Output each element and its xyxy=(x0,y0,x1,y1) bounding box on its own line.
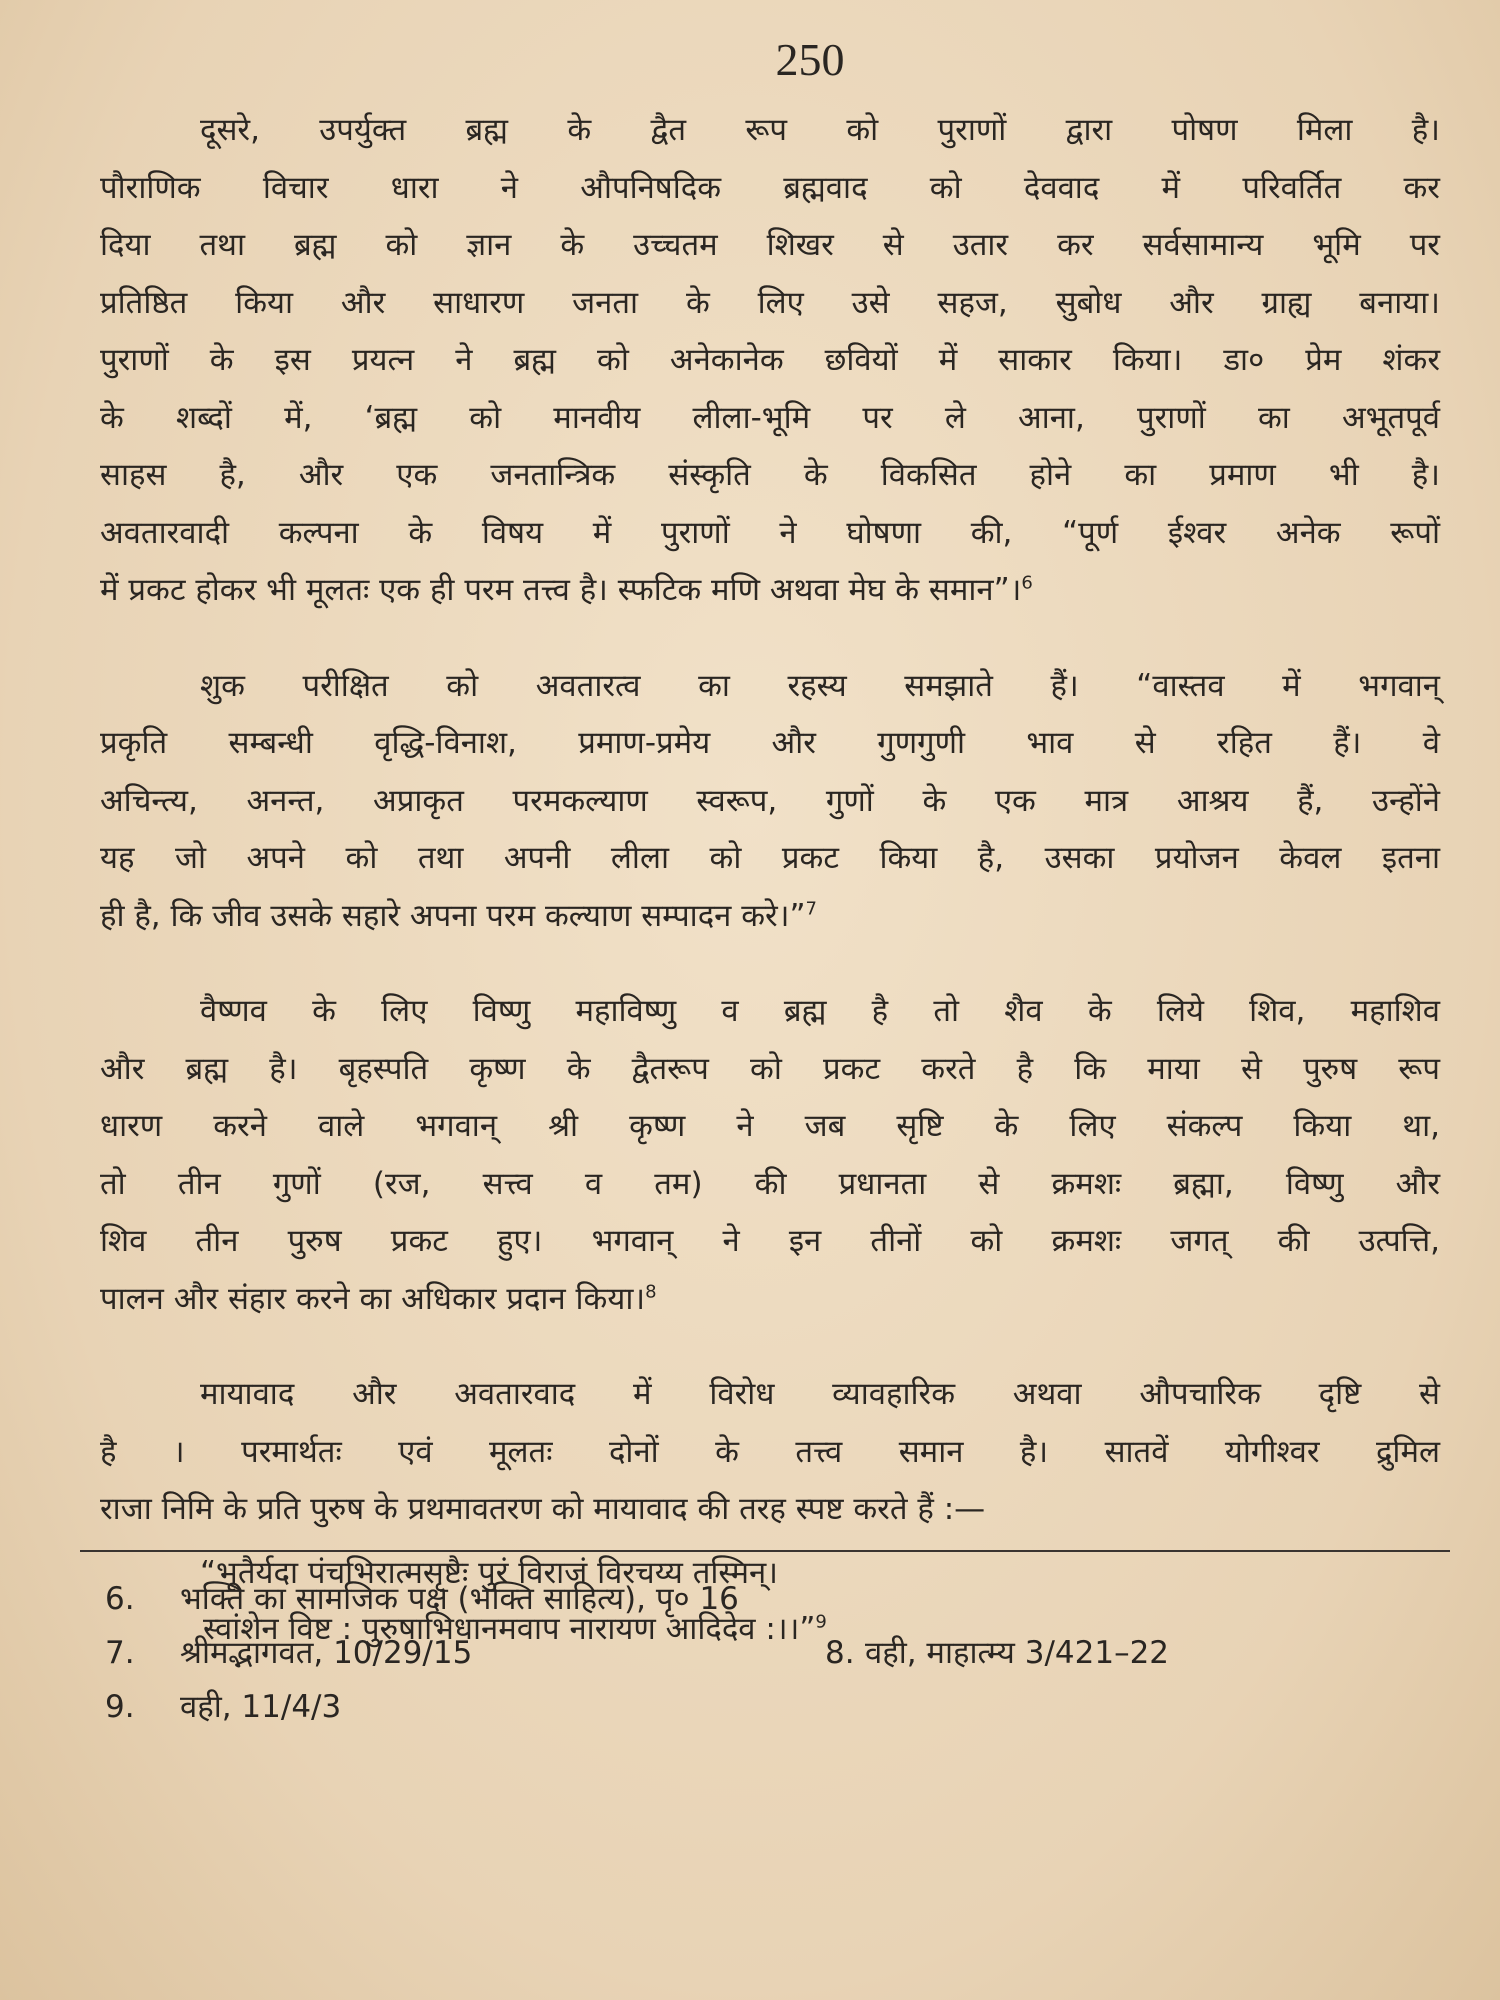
paragraph-3 xyxy=(100,983,1440,1328)
text-line-content: ही है, कि जीव उसके सहारे अपना परम कल्याण सम्पादन करे।” xyxy=(100,897,806,934)
text-line: मायावाद और अवतारवाद में विरोध व्यावहारिक अथवा औपचारिक दृष्टि से xyxy=(200,1376,1440,1412)
text-line: पौराणिक विचार धारा ने औपनिषदिक ब्रह्मवाद को देववाद में परिवर्तित कर xyxy=(100,169,1440,206)
text-line: अवतारवादी कल्पना के विषय में पुराणों ने घोषणा की, “पूर्ण ईश्वर अनेक रूपों xyxy=(100,514,1440,551)
paragraph-2 xyxy=(100,658,1440,946)
footnote-ref-7: 7 xyxy=(805,898,817,920)
text-line: है । परमार्थतः एवं मूलतः दोनों के तत्त्व समान है। सातवें योगीश्वर द्रुमिल xyxy=(100,1433,1440,1470)
text-line: शुक परीक्षित को अवतारत्व का रहस्य समझाते हैं। “वास्तव में भगवान् xyxy=(200,667,1440,704)
footnote-number: 9. xyxy=(105,1689,135,1725)
text-line: पुराणों के इस प्रयत्न ने ब्रह्म को अनेकानेक छवियों में साकार किया। डा० प्रेम शंकर xyxy=(100,342,1440,378)
text-line: साहस है, और एक जनतान्त्रिक संस्कृति के विकसित होने का प्रमाण भी है। xyxy=(100,457,1440,493)
footnote-text: वही, 11/4/3 xyxy=(180,1689,342,1725)
text-line: अचिन्त्य, अनन्त, अप्राकृत परमकल्याण स्वरूप, गुणों के एक मात्र आश्रय हैं, उन्होंने xyxy=(100,782,1440,819)
text-line: के शब्दों में, ‘ब्रह्म को मानवीय लीला-भूमि पर ले आना, पुराणों का अभूतपूर्व xyxy=(100,399,1440,436)
footnote-ref-6: 6 xyxy=(1021,572,1033,594)
text-line xyxy=(100,1271,1440,1329)
footnote-8 xyxy=(825,1626,1169,1680)
text-line: प्रतिष्ठित किया और साधारण जनता के लिए उसे सहज, सुबोध और ग्राह्य बनाया। xyxy=(100,284,1440,321)
footnote-number: 6. xyxy=(105,1581,135,1617)
footnote-text: वही, माहात्म्य 3/421–22 xyxy=(865,1635,1170,1671)
text-line: दूसरे, उपर्युक्त ब्रह्म के द्वैत रूप को पुराणों द्वारा पोषण मिला है। xyxy=(200,112,1440,148)
text-line-content: में प्रकट होकर भी मूलतः एक ही परम तत्त्व है। स्फटिक मणि अथवा मेघ के समान”। xyxy=(100,572,1022,608)
footnote-text: भक्ति का सामजिक पक्ष (भक्ति साहित्य), पृ० 16 xyxy=(180,1581,739,1617)
paragraph-1 xyxy=(100,102,1440,620)
text-line: वैष्णव के लिए विष्णु महाविष्णु व ब्रह्म है तो शैव के लिये शिव, महाशिव xyxy=(200,993,1440,1029)
footnote-ref-9: 9 xyxy=(815,1611,827,1633)
book-page xyxy=(100,30,1440,1657)
footnote-6 xyxy=(105,1572,1345,1626)
footnote-number: 7. xyxy=(105,1635,135,1671)
paragraph-4 xyxy=(100,1366,1440,1539)
footnote-divider xyxy=(80,1550,1450,1552)
footnote-row-7-8 xyxy=(105,1626,1345,1680)
footnote-number: 8. xyxy=(825,1635,855,1671)
text-line: यह जो अपने को तथा अपनी लीला को प्रकट किया है, उसका प्रयोजन केवल इतना xyxy=(100,840,1440,876)
text-line: तो तीन गुणों (रज, सत्त्व व तम) की प्रधानता से क्रमशः ब्रह्मा, विष्णु और xyxy=(100,1165,1440,1202)
verse-line-content: स्वांशेन विष्ट : पुरुषाभिधानमवाप नारायण आदिदेव :।।” xyxy=(203,1610,816,1647)
text-line: प्रकृति सम्बन्धी वृद्धि-विनाश, प्रमाण-प्रमेय और गुणगुणी भाव से रहित हैं। वे xyxy=(100,725,1440,761)
footnote-text: श्रीमद्भागवत, 10/29/15 xyxy=(180,1635,473,1671)
text-line xyxy=(100,562,1440,620)
text-line: धारण करने वाले भगवान् श्री कृष्ण ने जब सृष्टि के लिए संकल्प किया था, xyxy=(100,1108,1440,1144)
page-number: 250 xyxy=(775,34,845,85)
text-line: शिव तीन पुरुष प्रकट हुए। भगवान् ने इन तीनों को क्रमशः जगत् की उत्पत्ति, xyxy=(100,1223,1440,1259)
text-line-content: पालन और संहार करने का अधिकार प्रदान किया। xyxy=(100,1280,646,1317)
text-line xyxy=(100,888,1440,946)
text-line: दिया तथा ब्रह्म को ज्ञान के उच्चतम शिखर से उतार कर सर्वसामान्य भूमि पर xyxy=(100,227,1440,263)
text-line: और ब्रह्म है। बृहस्पति कृष्ण के द्वैतरूप को प्रकट करते है कि माया से पुरुष रूप xyxy=(100,1050,1440,1087)
footnotes xyxy=(105,1572,1345,1734)
footnote-ref-8: 8 xyxy=(645,1281,657,1303)
footnote-9 xyxy=(105,1680,1345,1734)
text-line: राजा निमि के प्रति पुरुष के प्रथमावतरण को मायावाद की तरह स्पष्ट करते हैं :— xyxy=(100,1491,986,1527)
verse-line: “भूतैर्यदा पंचभिरात्मसृष्टैः पुरं विराजं विरचय्य तस्मिन्। xyxy=(200,1554,778,1591)
